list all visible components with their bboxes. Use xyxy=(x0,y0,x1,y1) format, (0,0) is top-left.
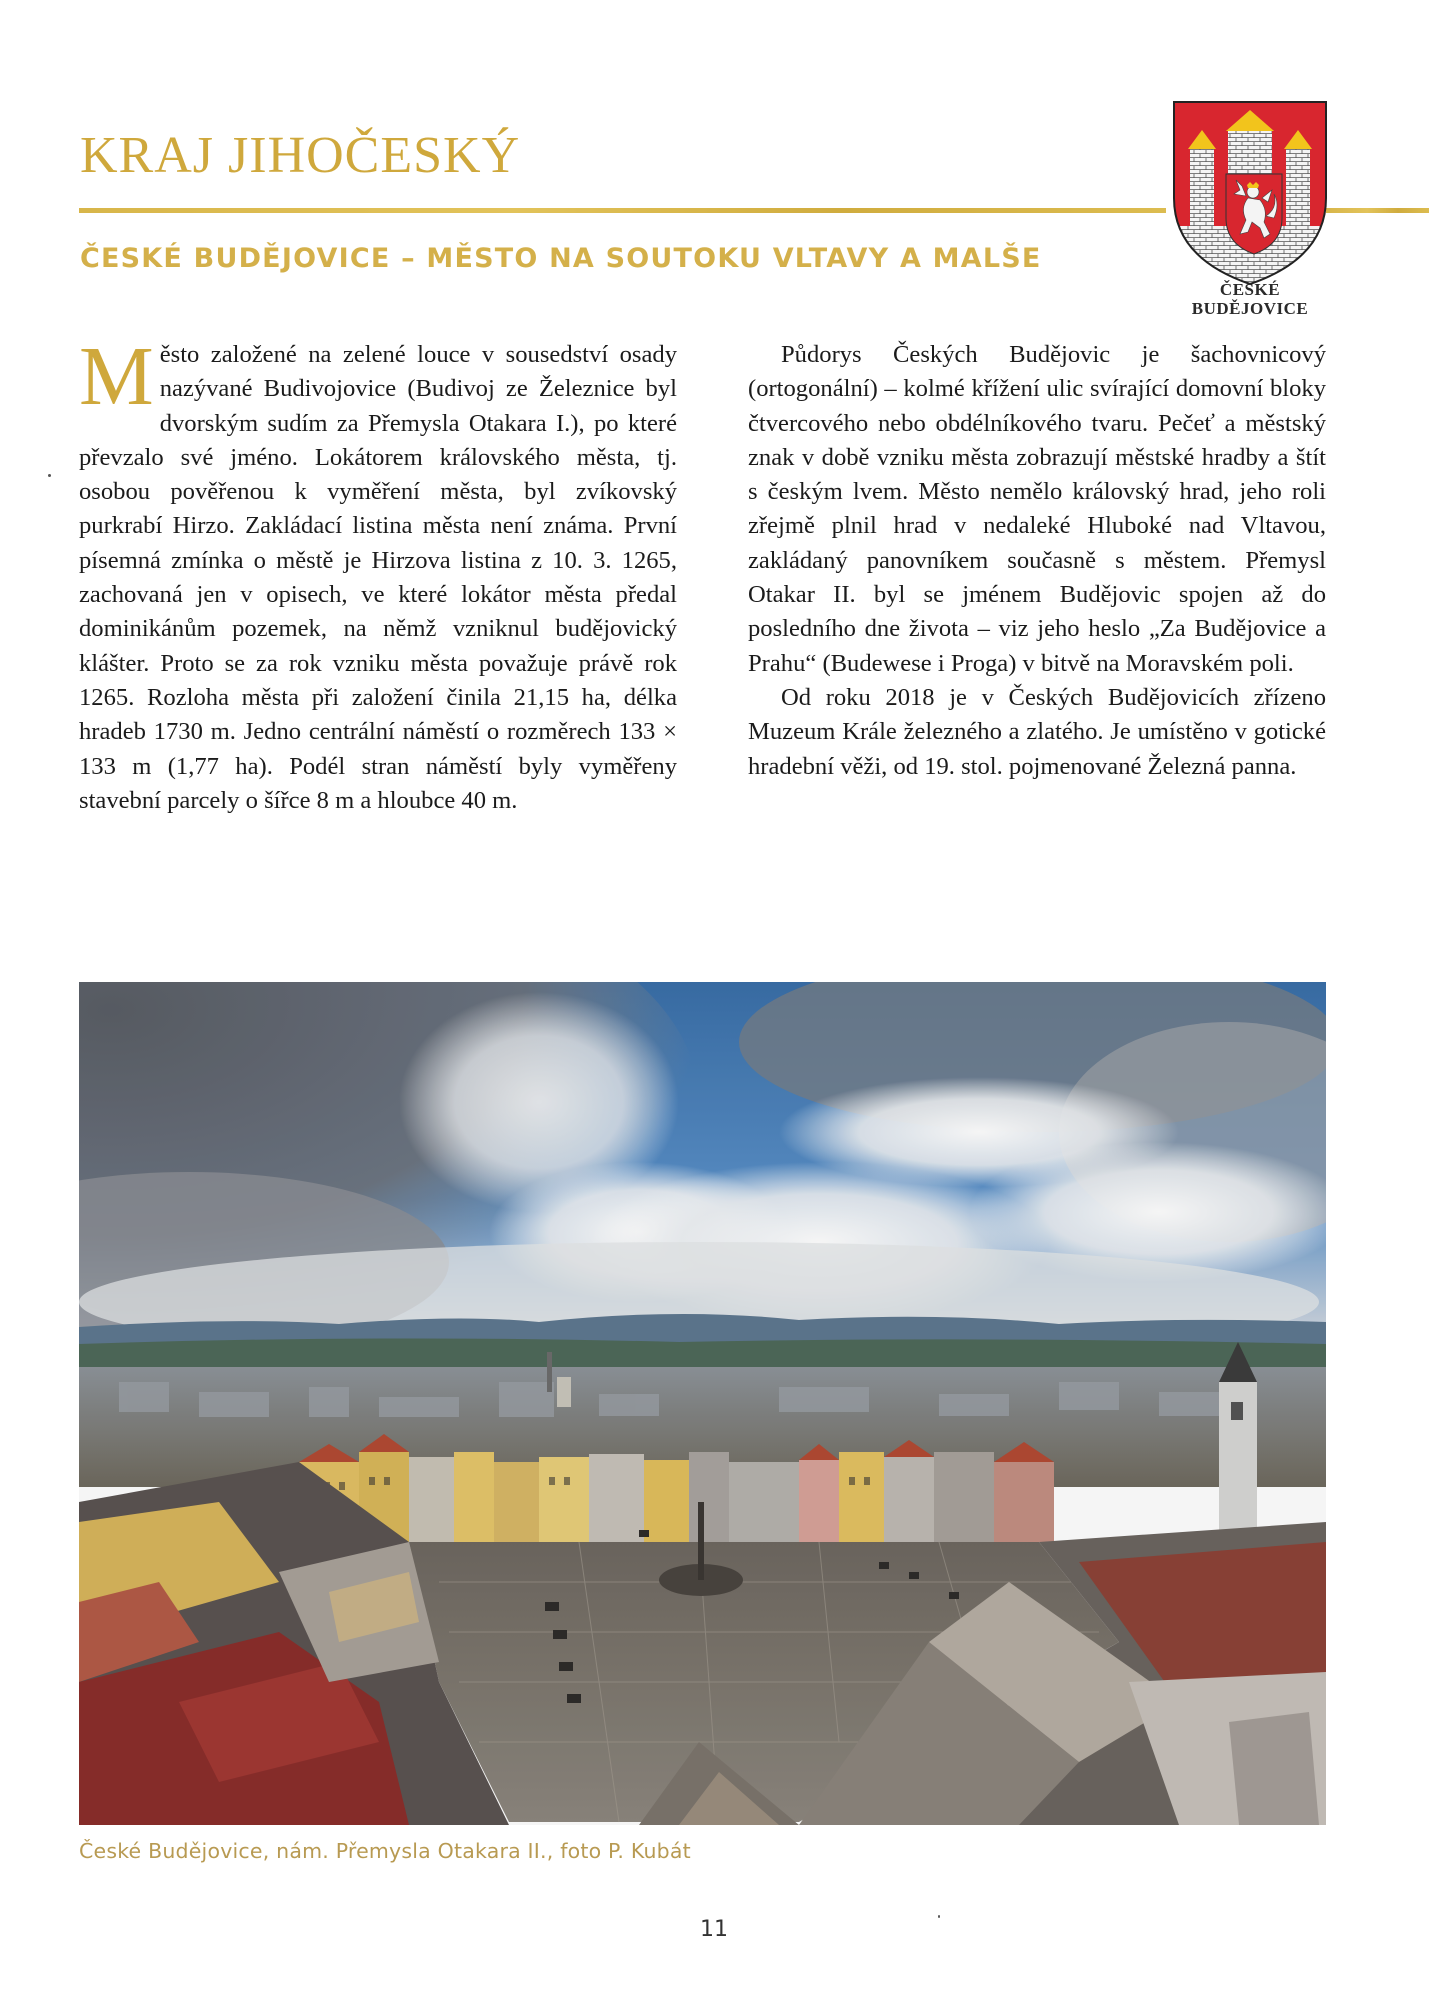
article-column-left xyxy=(79,330,677,818)
photo-caption: České Budějovice, nám. Přemysla Otakara II., foto P. Kubát xyxy=(79,1839,691,1863)
region-title: KRAJ JIHOČESKÝ xyxy=(80,127,521,184)
town-square-photo xyxy=(79,982,1326,1825)
paragraph: Od roku 2018 je v Českých Budějovicích zřízeno Muzeum Krále železného a zlatého. Je umístěno v gotické hradební věži, od 19. stol. pojmenované Železná panna. xyxy=(748,683,1326,780)
scan-speck xyxy=(48,474,51,477)
coat-of-arms-icon xyxy=(1170,98,1330,288)
gold-divider-right xyxy=(1326,208,1429,213)
section-subtitle: ČESKÉ BUDĚJOVICE – MĚSTO NA SOUTOKU VLTAVY A MALŠE xyxy=(80,243,1042,274)
paragraph: ěsto založené na zelené louce v sousedství osady nazývané Budivojovice (Budivoj ze Železnice byl dvorským sudím za Přemysla Otakara I.), po které převzalo své jméno. Lokátorem královského města, tj. osobou pověřenou k vyměření města, byl zvíkovský purkrabí Hirzo. Zakládací listina města není známa. První písemná zmínka o městě je Hirzova listina z 10. 3. 1265, zachovaná jen v opisech, ve které lokátor města předal dominikánům pozemek, na němž vzniknul budějovický klášter. Proto se za rok vzniku města považuje právě rok 1265. Rozloha města při založení činila 21,15 ha, délka hradeb 1730 m. Jedno centrální náměstí o rozměrech 133 × 133 m (1,77 ha). Podél stran náměstí byly vyměřeny stavební parcely o šířce 8 m a hloubce 40 m. xyxy=(79,341,677,814)
scan-speck xyxy=(938,1915,940,1918)
coat-label-line2: BUDĚJOVICE xyxy=(1191,299,1309,318)
aerial-photo-illustration xyxy=(79,982,1326,1825)
drop-cap: M xyxy=(79,330,154,423)
coat-of-arms-emblem xyxy=(1170,98,1330,293)
gold-divider-left xyxy=(79,208,1166,213)
article-column-right xyxy=(748,338,1326,784)
coat-label-line1: ČESKÉ xyxy=(1219,280,1281,299)
paragraph: Půdorys Českých Budějovic je šachovnicový (ortogonální) – kolmé křížení ulic svírající domovní bloky čtvercového nebo obdélníkového tvaru. Pečeť a městský znak v době vzniku města zobrazují městské hradby a štít s českým lvem. Město nemělo královský hrad, jeho roli zřejmě plnil hrad v nedaleké Hluboké nad Vltavou, zakládaný panovníkem současně s městem. Přemysl Otakar II. byl se jménem Budějovic spojen až do posledního dne života – viz jeho heslo „Za Budějovice a Prahu“ (Budewese i Proga) v bitvě na Moravském poli. xyxy=(748,341,1326,677)
page-number: 11 xyxy=(700,1917,728,1942)
coat-of-arms-label xyxy=(1165,280,1335,318)
